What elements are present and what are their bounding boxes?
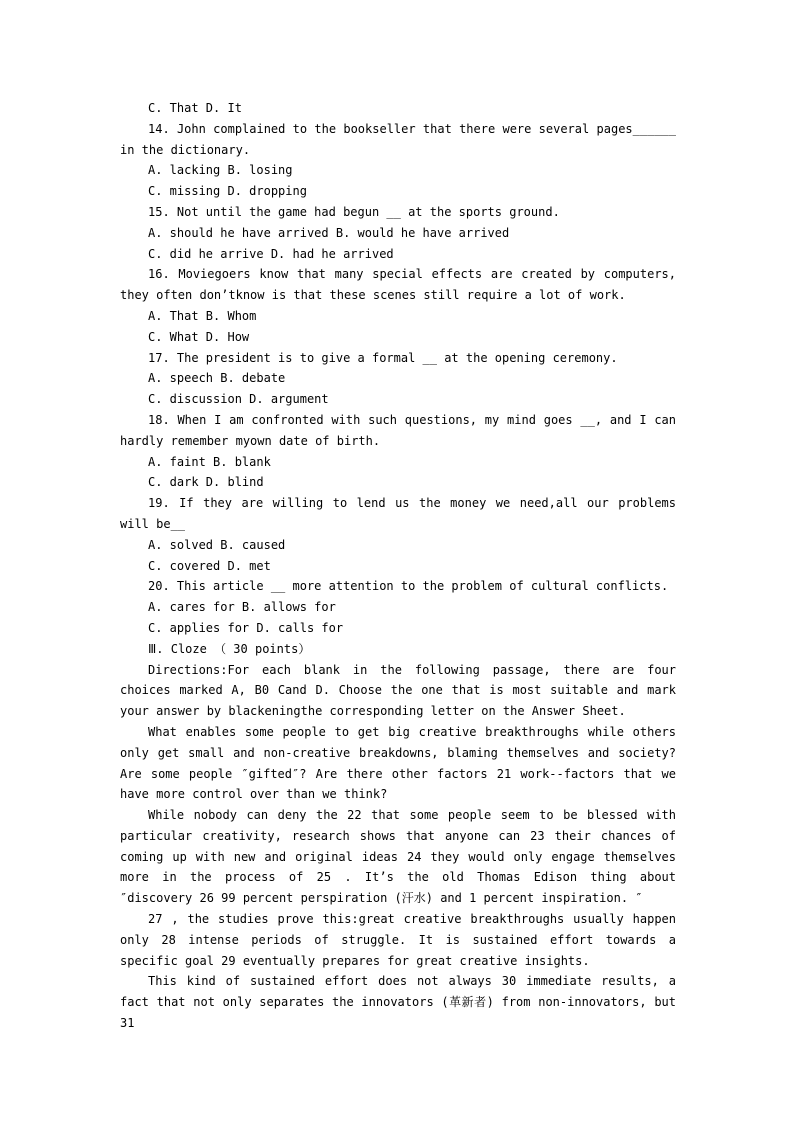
paragraph: This kind of sustained effort does not always 30 immediate results, a fact that not only separates the innovators (革新者) from non-innovators, but 31	[120, 974, 676, 1031]
paragraph: 18. When I am confronted with such questions, my mind goes __, and I can hardly remember myown date of birth.	[120, 412, 676, 448]
paragraph: C. did he arrive D. had he arrived	[148, 246, 394, 261]
paragraph: C. That D. It	[148, 101, 242, 115]
paragraph: 27 , the studies prove this:great creative breakthroughs usually happen only 28 intense periods of struggle. It is sustained effort towards a specific goal 29 eventually prepares for great creative insights.	[120, 912, 676, 968]
paragraph: While nobody can deny the 22 that some people seem to be blessed with particular creativity, research shows that anyone can 23 their chances of coming up with new and original ideas 24 they would only engage themselves more in the process of 25 . It’s the old Thomas Edison thing about ″discovery 26 99 percent perspiration (汗水) and 1 percent inspiration. ″	[120, 808, 676, 906]
paragraph: 20. This article __ more attention to the problem of cultural conflicts.	[148, 579, 669, 594]
paragraph: A. lacking B. losing	[148, 163, 293, 178]
paragraph: 15. Not until the game had begun __ at the sports ground.	[148, 204, 560, 219]
paragraph: A. speech B. debate	[148, 371, 286, 386]
paragraph: 14. John complained to the bookseller that there were several pages______ in the dictionary.	[120, 121, 676, 157]
paragraph: A. solved B. caused	[148, 537, 286, 552]
paragraph: 19. If they are willing to lend us the money we need,all our problems will be__	[120, 496, 676, 531]
paragraph: C. dark D. blind	[148, 475, 264, 490]
paragraph: A. faint B. blank	[148, 454, 271, 469]
paragraph: Directions:For each blank in the following passage, there are four choices marked A, B0 Cand D. Choose the one that is most suitable and mark your answer by blackeningthe corresponding letter on the Answer Sheet.	[120, 662, 676, 719]
paragraph: A. cares for B. allows for	[148, 600, 336, 615]
document-body	[120, 98, 676, 1034]
paragraph: A. should he have arrived B. would he have arrived	[148, 225, 510, 240]
paragraph: 16. Moviegoers know that many special effects are created by computers, they often don’tknow is that these scenes still require a lot of work.	[120, 267, 676, 303]
paragraph: Ⅲ. Cloze （ 30 points）	[148, 641, 311, 656]
paragraph: A. That B. Whom	[148, 308, 257, 323]
paragraph: C. missing D. dropping	[148, 184, 307, 199]
paragraph: What enables some people to get big creative breakthroughs while others only get small and non-creative breakdowns, blaming themselves and society? Are some people ″gifted″? Are there other factors 21 work--factors that we have more control over than we think?	[120, 724, 676, 802]
paragraph: 17. The president is to give a formal __ at the opening ceremony.	[148, 350, 618, 365]
paragraph: C. covered D. met	[148, 558, 271, 573]
paragraph: C. discussion D. argument	[148, 392, 329, 407]
paragraph: C. applies for D. calls for	[148, 620, 344, 635]
paragraph: C. What D. How	[148, 329, 250, 344]
